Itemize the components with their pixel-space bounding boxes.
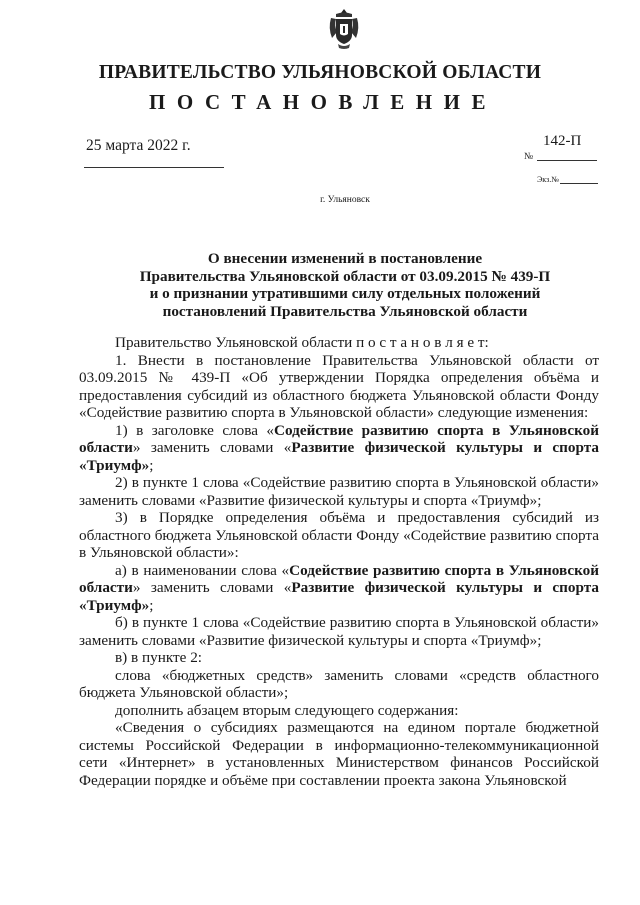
document-heading xyxy=(80,250,610,320)
city: г. Ульяновск xyxy=(320,195,370,205)
document-number: 142-П xyxy=(543,133,582,149)
document-type: ПОСТАНОВЛЕНИЕ xyxy=(149,90,497,114)
date-underline xyxy=(84,167,224,168)
document-date: 25 марта 2022 г. xyxy=(86,137,191,154)
copy-number-label: Экз.№ xyxy=(537,175,559,184)
body-paragraph: слова «бюджетных средств» заменить словами «средств областного бюджета Ульяновской области»; xyxy=(79,666,599,701)
body-paragraph: «Сведения о субсидиях размещаются на едином портале бюджетной системы Российской Федерации в информационно-телекоммуникационной сети «Интернет» в установленных Министерством финансов Российской Федерации порядке и объёме при составлении проекта закона Ульяновской xyxy=(79,719,599,789)
heading-line: и о признании утратившими силу отдельных положений xyxy=(149,285,541,302)
body-paragraph: 1. Внести в постановление Правительства Ульяновской области от 03.09.2015 № 439-П «Об утверждении Порядка определения объёма и предоставления субсидий из областного бюджета Ульяновской области Фонду «Содействие развитию спорта в Ульяновской области» следующие изменения: xyxy=(79,351,599,421)
number-label: № xyxy=(524,152,534,162)
coat-of-arms-icon xyxy=(327,8,361,50)
body-paragraph: в) в пункте 2: xyxy=(115,649,203,666)
copy-number-underline xyxy=(560,183,598,184)
body-paragraph: а) в наименовании слова «Содействие развитию спорта в Ульяновской области» заменить словами «Развитие физической культуры и спорта «Триумф»; xyxy=(79,561,600,614)
body-paragraph: 3) в Порядке определения объёма и предоставления субсидий из областного бюджета Ульяновской области Фонду «Содействие развитию спорта в Ульяновской области»: xyxy=(79,509,599,561)
number-underline xyxy=(537,160,597,161)
document-body xyxy=(79,334,599,789)
body-paragraph: 1) в заголовке слова «Содействие развитию спорта в Ульяновской области» заменить словами «Развитие физической культуры и спорта «Триумф»; xyxy=(79,421,600,474)
heading-line: постановлений Правительства Ульяновской области xyxy=(162,302,528,320)
heading-line: О внесении изменений в постановление xyxy=(207,250,483,267)
body-paragraph: 2) в пункте 1 слова «Содействие развитию спорта в Ульяновской области» заменить словами «Развитие физической культуры и спорта «Триумф»; xyxy=(79,474,599,509)
body-paragraph: б) в пункте 1 слова «Содействие развитию спорта в Ульяновской области» заменить словами «Развитие физической культуры и спорта «Триумф»; xyxy=(79,614,599,649)
heading-line: Правительства Ульяновской области от 03.09.2015 № 439-П xyxy=(139,267,551,285)
body-paragraph: Правительство Ульяновской области п о с т а н о в л я е т: xyxy=(115,334,489,351)
government-title: ПРАВИТЕЛЬСТВО УЛЬЯНОВСКОЙ ОБЛАСТИ xyxy=(98,62,542,83)
body-paragraph: дополнить абзацем вторым следующего содержания: xyxy=(115,701,459,719)
